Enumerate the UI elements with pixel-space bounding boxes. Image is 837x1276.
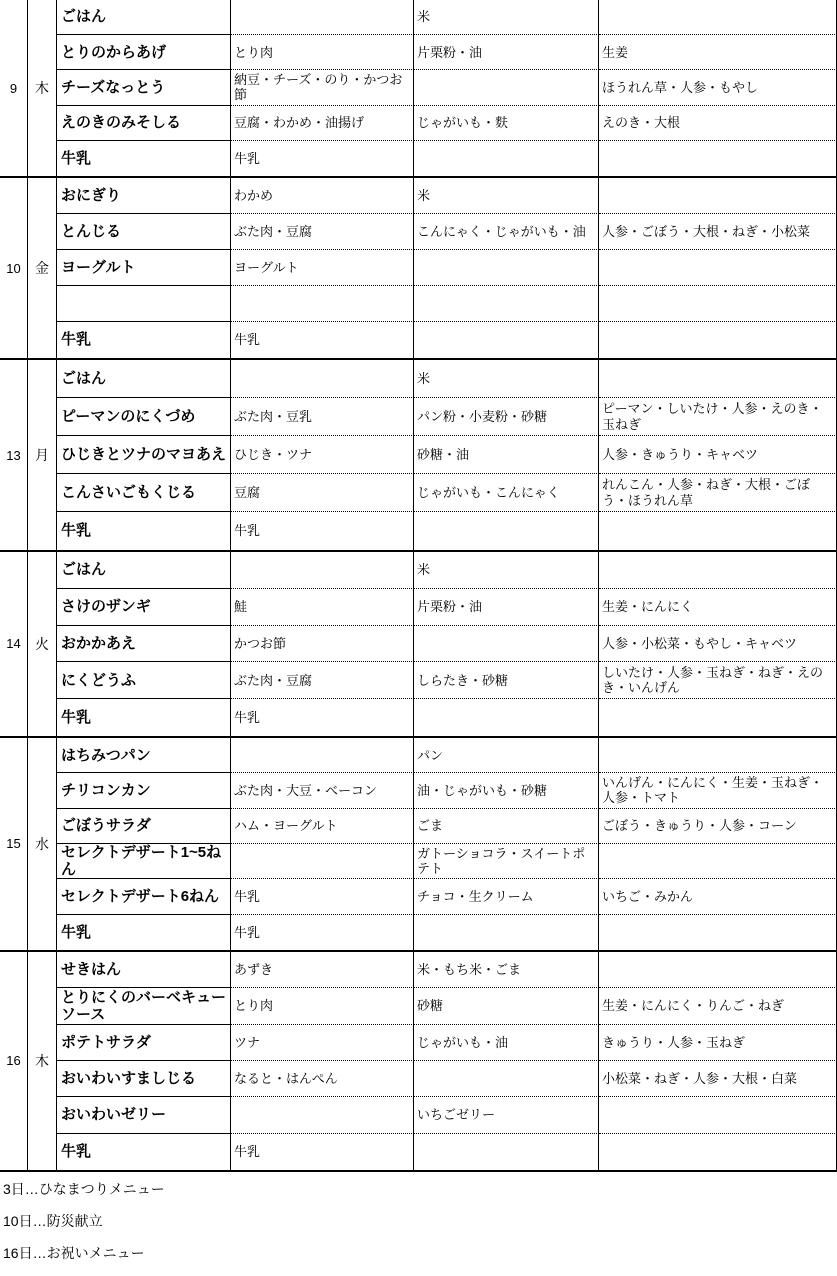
ingredient-cell-protein: ひじき・ツナ xyxy=(231,436,414,474)
ingredient-cell-protein xyxy=(231,552,414,589)
note-bousai: 10日…防災献立 xyxy=(3,1213,103,1229)
ingredient-cell-protein xyxy=(231,286,414,322)
day-block xyxy=(0,360,837,552)
day-cell: 金 xyxy=(28,178,57,358)
date-cell: 14 xyxy=(0,552,28,736)
ingredient-cell-protein: とり肉 xyxy=(231,35,414,70)
ingredient-cell-vegetable: ほうれん草・人参・もやし xyxy=(599,70,837,105)
ingredient-cell-energy: 米 xyxy=(414,178,599,214)
footnotes xyxy=(0,1172,837,1263)
dish-cell: おいわいすましじる xyxy=(57,1061,231,1097)
dish-cell: 牛乳 xyxy=(57,915,231,950)
dish-cell: ひじきとツナのマヨあえ xyxy=(57,436,231,474)
day-block xyxy=(0,178,837,360)
ingredient-cell-protein xyxy=(231,844,414,879)
ingredient-cell-energy: 米・もち米・ごま xyxy=(414,952,599,988)
ingredient-cell-protein: 牛乳 xyxy=(231,1134,414,1170)
ingredient-cell-vegetable: ピーマン・しいたけ・人参・えのき・玉ねぎ xyxy=(599,398,837,436)
dish-cell: ごはん xyxy=(57,0,231,35)
dish-cell: ごはん xyxy=(57,552,231,589)
day-block xyxy=(0,952,837,1172)
dish-cell: 牛乳 xyxy=(57,699,231,736)
ingredient-cell-vegetable: ごぼう・きゅうり・人参・コーン xyxy=(599,809,837,844)
ingredient-cell-energy: こんにゃく・じゃがいも・油 xyxy=(414,214,599,250)
ingredient-cell-energy: 米 xyxy=(414,0,599,35)
date-cell: 16 xyxy=(0,952,28,1170)
ingredient-cell-vegetable xyxy=(599,178,837,214)
ingredient-cell-vegetable: 生姜 xyxy=(599,35,837,70)
ingredient-cell-energy xyxy=(414,141,599,176)
ingredient-cell-protein: わかめ xyxy=(231,178,414,214)
ingredient-cell-energy: 片栗粉・油 xyxy=(414,589,599,626)
ingredient-cell-energy: パン xyxy=(414,738,599,773)
ingredient-cell-vegetable xyxy=(599,0,837,35)
ingredient-cell-energy xyxy=(414,512,599,550)
ingredient-cell-protein: なると・はんぺん xyxy=(231,1061,414,1097)
ingredient-cell-protein: 納豆・チーズ・のり・かつお節 xyxy=(231,70,414,105)
dish-cell: にくどうふ xyxy=(57,662,231,699)
ingredient-cell-vegetable: いちご・みかん xyxy=(599,879,837,914)
ingredient-cell-protein: ぶた肉・豆腐 xyxy=(231,214,414,250)
ingredient-cell-energy: 片栗粉・油 xyxy=(414,35,599,70)
ingredient-cell-protein: ツナ xyxy=(231,1025,414,1061)
day-block xyxy=(0,738,837,952)
date-cell: 15 xyxy=(0,738,28,950)
ingredient-cell-protein: 牛乳 xyxy=(231,915,414,950)
ingredient-cell-energy: じゃがいも・麩 xyxy=(414,106,599,141)
note-oiwai: 16日…お祝いメニュー xyxy=(3,1245,145,1261)
ingredient-cell-vegetable xyxy=(599,141,837,176)
dish-cell: 牛乳 xyxy=(57,512,231,550)
dish-cell: チーズなっとう xyxy=(57,70,231,105)
ingredient-cell-energy: ガトーショコラ・スイートポテト xyxy=(414,844,599,879)
dish-cell: せきはん xyxy=(57,952,231,988)
day-block xyxy=(0,552,837,738)
dish-cell: えのきのみそしる xyxy=(57,106,231,141)
ingredient-cell-protein xyxy=(231,1097,414,1133)
ingredient-cell-energy xyxy=(414,626,599,663)
ingredient-cell-protein: ぶた肉・豆乳 xyxy=(231,398,414,436)
day-cell: 木 xyxy=(28,952,57,1170)
ingredient-cell-protein: 牛乳 xyxy=(231,699,414,736)
ingredient-cell-protein: ぶた肉・豆腐 xyxy=(231,662,414,699)
ingredient-cell-vegetable xyxy=(599,286,837,322)
dish-cell xyxy=(57,286,231,322)
ingredient-cell-vegetable: 生姜・にんにく xyxy=(599,589,837,626)
ingredient-cell-energy: 米 xyxy=(414,360,599,398)
ingredient-cell-protein: 鮭 xyxy=(231,589,414,626)
dish-cell: 牛乳 xyxy=(57,322,231,358)
day-cell: 月 xyxy=(28,360,57,550)
dish-cell: ごはん xyxy=(57,360,231,398)
ingredient-cell-vegetable: れんこん・人参・ねぎ・大根・ごぼう・ほうれん草 xyxy=(599,474,837,512)
dish-cell: 牛乳 xyxy=(57,141,231,176)
ingredient-cell-energy xyxy=(414,322,599,358)
ingredient-cell-energy xyxy=(414,1134,599,1170)
dish-cell: おにぎり xyxy=(57,178,231,214)
ingredient-cell-energy xyxy=(414,250,599,286)
ingredient-cell-protein: 牛乳 xyxy=(231,141,414,176)
day-cell: 木 xyxy=(28,0,57,176)
date-cell: 10 xyxy=(0,178,28,358)
ingredient-cell-vegetable: しいたけ・人参・玉ねぎ・ねぎ・えのき・いんげん xyxy=(599,662,837,699)
ingredient-cell-protein: 牛乳 xyxy=(231,512,414,550)
note-hinamatsuri: 3日…ひなまつりメニュー xyxy=(3,1181,165,1197)
ingredient-cell-energy: パン粉・小麦粉・砂糖 xyxy=(414,398,599,436)
dish-cell: ピーマンのにくづめ xyxy=(57,398,231,436)
ingredient-cell-vegetable: 人参・きゅうり・キャベツ xyxy=(599,436,837,474)
day-block xyxy=(0,0,837,178)
ingredient-cell-energy xyxy=(414,915,599,950)
ingredient-cell-vegetable xyxy=(599,1097,837,1133)
ingredient-cell-protein: 豆腐・わかめ・油揚げ xyxy=(231,106,414,141)
ingredient-cell-energy: じゃがいも・油 xyxy=(414,1025,599,1061)
ingredient-cell-vegetable xyxy=(599,322,837,358)
dish-cell: さけのザンギ xyxy=(57,589,231,626)
ingredient-cell-energy: しらたき・砂糖 xyxy=(414,662,599,699)
ingredient-cell-protein: 牛乳 xyxy=(231,879,414,914)
ingredient-cell-energy xyxy=(414,1061,599,1097)
ingredient-cell-energy: ごま xyxy=(414,809,599,844)
ingredient-cell-energy: 油・じゃがいも・砂糖 xyxy=(414,773,599,808)
ingredient-cell-vegetable: 生姜・にんにく・りんご・ねぎ xyxy=(599,988,837,1024)
ingredient-cell-vegetable xyxy=(599,360,837,398)
dish-cell: セレクトデザート1~5ねん xyxy=(57,844,231,879)
dish-cell: とんじる xyxy=(57,214,231,250)
ingredient-cell-energy: 砂糖 xyxy=(414,988,599,1024)
ingredient-cell-vegetable xyxy=(599,250,837,286)
ingredient-cell-energy xyxy=(414,70,599,105)
dish-cell: おいわいゼリー xyxy=(57,1097,231,1133)
ingredient-cell-vegetable xyxy=(599,699,837,736)
ingredient-cell-vegetable xyxy=(599,738,837,773)
ingredient-cell-vegetable xyxy=(599,1134,837,1170)
ingredient-cell-vegetable: いんげん・にんにく・生姜・玉ねぎ・人参・トマト xyxy=(599,773,837,808)
dish-cell: 牛乳 xyxy=(57,1134,231,1170)
ingredient-cell-protein xyxy=(231,738,414,773)
ingredient-cell-vegetable: 人参・ごぼう・大根・ねぎ・小松菜 xyxy=(599,214,837,250)
day-cell: 火 xyxy=(28,552,57,736)
ingredient-cell-protein: ハム・ヨーグルト xyxy=(231,809,414,844)
ingredient-cell-vegetable: 人参・小松菜・もやし・キャベツ xyxy=(599,626,837,663)
ingredient-cell-protein xyxy=(231,0,414,35)
ingredient-cell-vegetable xyxy=(599,952,837,988)
ingredient-cell-energy: じゃがいも・こんにゃく xyxy=(414,474,599,512)
ingredient-cell-protein: ヨーグルト xyxy=(231,250,414,286)
dish-cell: ヨーグルト xyxy=(57,250,231,286)
ingredient-cell-protein: 豆腐 xyxy=(231,474,414,512)
dish-cell: おかかあえ xyxy=(57,626,231,663)
ingredient-cell-vegetable xyxy=(599,552,837,589)
dish-cell: こんさいごもくじる xyxy=(57,474,231,512)
ingredient-cell-protein: ぶた肉・大豆・ベーコン xyxy=(231,773,414,808)
ingredient-cell-energy: チョコ・生クリーム xyxy=(414,879,599,914)
ingredient-cell-energy: いちごゼリー xyxy=(414,1097,599,1133)
ingredient-cell-protein: 牛乳 xyxy=(231,322,414,358)
dish-cell: セレクトデザート6ねん xyxy=(57,879,231,914)
ingredient-cell-energy: 米 xyxy=(414,552,599,589)
dish-cell: ごぼうサラダ xyxy=(57,809,231,844)
ingredient-cell-energy xyxy=(414,286,599,322)
ingredient-cell-protein: かつお節 xyxy=(231,626,414,663)
dish-cell: とりのからあげ xyxy=(57,35,231,70)
ingredient-cell-vegetable xyxy=(599,915,837,950)
dish-cell: チリコンカン xyxy=(57,773,231,808)
ingredient-cell-energy xyxy=(414,699,599,736)
date-cell: 13 xyxy=(0,360,28,550)
dish-cell: ポテトサラダ xyxy=(57,1025,231,1061)
ingredient-cell-vegetable: きゅうり・人参・玉ねぎ xyxy=(599,1025,837,1061)
dish-cell: はちみつパン xyxy=(57,738,231,773)
ingredient-cell-energy: 砂糖・油 xyxy=(414,436,599,474)
date-cell: 9 xyxy=(0,0,28,176)
ingredient-cell-vegetable: 小松菜・ねぎ・人参・大根・白菜 xyxy=(599,1061,837,1097)
ingredient-cell-vegetable xyxy=(599,512,837,550)
ingredient-cell-protein: とり肉 xyxy=(231,988,414,1024)
ingredient-cell-protein xyxy=(231,360,414,398)
ingredient-cell-vegetable xyxy=(599,844,837,879)
ingredient-cell-vegetable: えのき・大根 xyxy=(599,106,837,141)
ingredient-cell-protein: あずき xyxy=(231,952,414,988)
day-cell: 水 xyxy=(28,738,57,950)
dish-cell: とりにくのバーベキューソース xyxy=(57,988,231,1024)
